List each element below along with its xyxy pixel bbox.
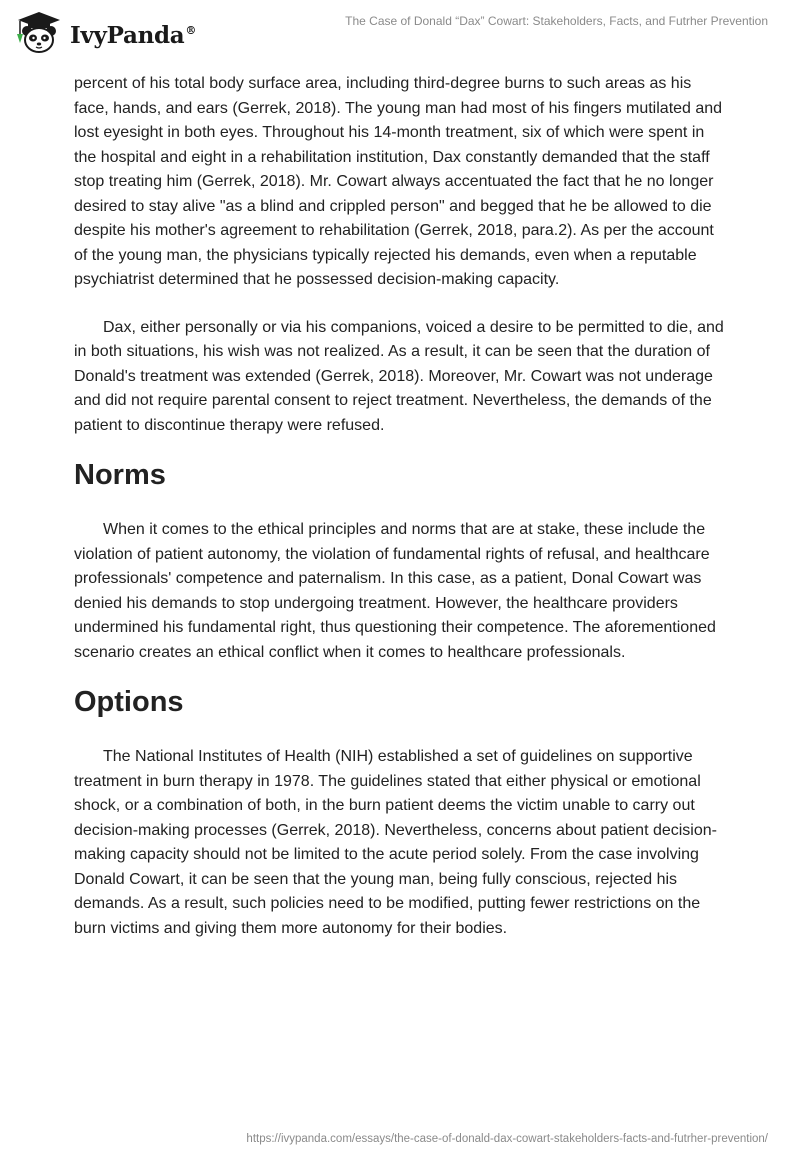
paragraph: When it comes to the ethical principles and norms that are at stake, these include the violation of patient autonomy, the violation of fundamental rights of refusal, and healthcare professionals' competence and paternalism. In this case, as a patient, Donal Cowart was denied his demands to stop undergoing treatment. However, the healthcare providers undermined his fundamental right, thus questioning their competence. The aforementioned scenario creates an ethical conflict when it comes to healthcare professionals.: [74, 521, 716, 661]
paragraph: percent of his total body surface area, including third-degree burns to such areas as his face, hands, and ears (Gerrek, 2018). The young man had most of his fingers mutilated and lost eyesight in both eyes. Throughout his 14-month treatment, six of which were spent in the hospital and eight in a rehabilitation institution, Dax constantly demanded that the staff stop treating him (Gerrek, 2018). Mr. Cowart always accentuated the fact that he no longer desired to stay alive "as a blind and crippled person" and begged that he be allowed to die despite his mother's agreement to rehabilitation (Gerrek, 2018, para.2). As per the account of the young man, the physicians typically rejected his demands, even when a reputable psychiatrist determined that he possessed decision-making capacity.: [74, 75, 723, 288]
section-heading-norms: Norms: [74, 459, 166, 491]
paragraph: Dax, either personally or via his companions, voiced a desire to be permitted to die, and in both situations, his wish was not realized. As a result, it can be seen that the duration of Donald's treatment was extended (Gerrek, 2018). Moreover, Mr. Cowart was not underage and did not require parental consent to reject treatment. Nevertheless, the demands of the patient to discontinue therapy were refused.: [74, 318, 724, 434]
page-header: [0, 0, 800, 60]
logo-text: IvyPanda®: [70, 21, 197, 49]
footer-url[interactable]: https://ivypanda.com/essays/the-case-of-donald-dax-cowart-stakeholders-facts-and-futrher-prevention/: [246, 1133, 768, 1145]
document-title: The Case of Donald “Dax” Cowart: Stakeholders, Facts, and Futrher Prevention: [345, 14, 768, 28]
essay-content: [74, 72, 726, 957]
paragraph: The National Institutes of Health (NIH) established a set of guidelines on supportive treatment in burn therapy in 1978. The guidelines stated that either physical or emotional shock, or a combination of both, in the burn patient deems the victim unable to carry out decision-making processes (Gerrek, 2018). Nevertheless, concerns about patient decision-making capacity should not be limited to the acute period solely. From the case involving Donald Cowart, it can be seen that the young man, being fully conscious, rejected his demands. As a result, such policies need to be modified, putting fewer restrictions on the burn victims and giving them more autonomy for their bodies.: [74, 748, 717, 937]
ivypanda-logo[interactable]: [14, 10, 196, 56]
section-heading-options: Options: [74, 686, 184, 718]
panda-logo-icon: [14, 10, 64, 56]
